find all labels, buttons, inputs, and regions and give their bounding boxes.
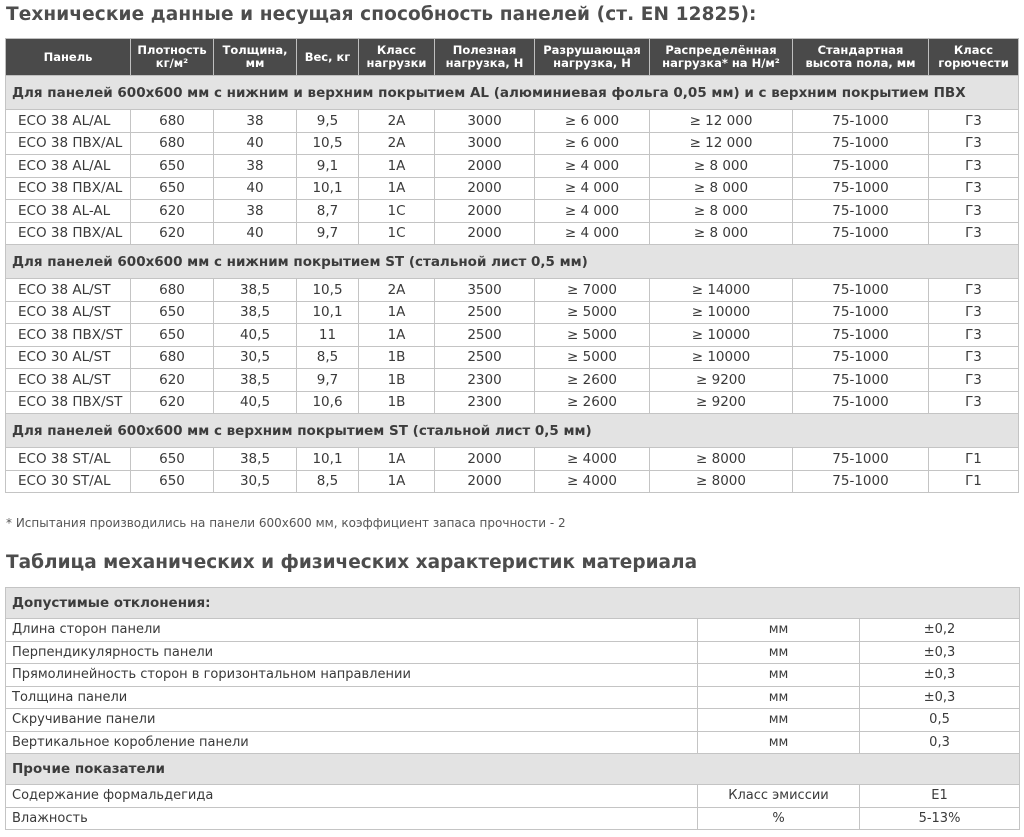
value-cell: ±0,3 — [860, 664, 1020, 687]
table-cell: Г3 — [929, 324, 1019, 347]
panel-name-cell: ECO 38 ПВХ/AL — [6, 222, 131, 245]
panel-name-cell: ECO 38 AL/ST — [6, 369, 131, 392]
group-title: Для панелей 600х600 мм с нижним и верхним покрытием AL (алюминиевая фольга 0,05 мм) и с верхним покрытием ПВХ — [6, 76, 1019, 110]
table-cell: 1A — [359, 301, 435, 324]
value-cell: ±0,2 — [860, 619, 1020, 642]
table-cell: 75-1000 — [793, 132, 929, 155]
table-cell: ≥ 5000 — [535, 346, 650, 369]
group-title: Допустимые отклонения: — [6, 588, 1020, 619]
table-cell: Г3 — [929, 391, 1019, 414]
unit-cell: мм — [698, 664, 860, 687]
spec-table — [5, 38, 1019, 493]
table-cell: 11 — [297, 324, 359, 347]
table-cell: 2300 — [435, 391, 535, 414]
table-cell: Г1 — [929, 448, 1019, 471]
table-cell: 1C — [359, 222, 435, 245]
unit-cell: мм — [698, 641, 860, 664]
column-header: Вес, кг — [297, 39, 359, 76]
table-cell: 9,5 — [297, 110, 359, 133]
table-cell: ≥ 10000 — [650, 301, 793, 324]
material-title: Таблица механических и физических характеристик материала — [6, 552, 698, 573]
table-cell: ≥ 4 000 — [535, 222, 650, 245]
table-cell: 38 — [214, 155, 297, 178]
table-cell: 75-1000 — [793, 110, 929, 133]
table-cell: 8,7 — [297, 200, 359, 223]
table-cell: 1B — [359, 346, 435, 369]
property-name: Влажность — [6, 807, 698, 830]
table-cell: 3000 — [435, 132, 535, 155]
table-cell: 40 — [214, 222, 297, 245]
table-cell: 8,5 — [297, 470, 359, 493]
table-cell: 75-1000 — [793, 470, 929, 493]
table-cell: ≥ 8 000 — [650, 177, 793, 200]
table-cell: 75-1000 — [793, 301, 929, 324]
table-cell: ≥ 4000 — [535, 470, 650, 493]
column-header: Стандартная высота пола, мм — [793, 39, 929, 76]
table-cell: 2A — [359, 279, 435, 302]
table-cell: Г3 — [929, 155, 1019, 178]
table-cell: ≥ 4000 — [535, 448, 650, 471]
table-cell: 75-1000 — [793, 391, 929, 414]
table-cell: Г3 — [929, 346, 1019, 369]
table-cell: 75-1000 — [793, 346, 929, 369]
table-cell: 650 — [131, 177, 214, 200]
table-cell: 650 — [131, 301, 214, 324]
unit-cell: мм — [698, 619, 860, 642]
table-cell: 2000 — [435, 222, 535, 245]
table-cell: ≥ 4 000 — [535, 155, 650, 178]
table-cell: 1A — [359, 448, 435, 471]
table-cell: ≥ 5000 — [535, 324, 650, 347]
table-cell: 40 — [214, 132, 297, 155]
table-cell: 10,1 — [297, 301, 359, 324]
column-header: Распределённая нагрузка* на Н/м² — [650, 39, 793, 76]
table-row — [6, 301, 1019, 324]
panel-name-cell: ECO 30 ST/AL — [6, 470, 131, 493]
table-cell: 30,5 — [214, 470, 297, 493]
value-cell: E1 — [860, 785, 1020, 808]
table-cell: ≥ 10000 — [650, 346, 793, 369]
table-cell: 38,5 — [214, 448, 297, 471]
table-cell: Г3 — [929, 301, 1019, 324]
table-cell: 10,6 — [297, 391, 359, 414]
column-header: Плотность кг/м² — [131, 39, 214, 76]
table-cell: 680 — [131, 279, 214, 302]
group-row — [6, 414, 1019, 448]
panel-name-cell: ECO 38 AL/ST — [6, 301, 131, 324]
table-cell: 2500 — [435, 301, 535, 324]
property-name: Содержание формальдегида — [6, 785, 698, 808]
table-cell: 8,5 — [297, 346, 359, 369]
table-cell: 38,5 — [214, 279, 297, 302]
table-cell: 650 — [131, 470, 214, 493]
column-header: Панель — [6, 39, 131, 76]
property-name: Прямолинейность сторон в горизонтальном направлении — [6, 664, 698, 687]
table-cell: 10,5 — [297, 132, 359, 155]
table-cell: Г3 — [929, 279, 1019, 302]
table-cell: 680 — [131, 132, 214, 155]
group-title: Для панелей 600х600 мм с нижним покрытием ST (стальной лист 0,5 мм) — [6, 245, 1019, 279]
table-row — [6, 448, 1019, 471]
value-cell: ±0,3 — [860, 686, 1020, 709]
panel-name-cell: ECO 38 ПВХ/ST — [6, 324, 131, 347]
spec-header-row — [6, 39, 1019, 76]
table-row — [6, 807, 1020, 830]
table-cell: ≥ 5000 — [535, 301, 650, 324]
table-cell: 40,5 — [214, 324, 297, 347]
group-row — [6, 588, 1020, 619]
value-cell: 5-13% — [860, 807, 1020, 830]
table-cell: 38,5 — [214, 301, 297, 324]
table-cell: Г3 — [929, 200, 1019, 223]
table-cell: ≥ 4 000 — [535, 200, 650, 223]
table-row — [6, 709, 1020, 732]
table-row — [6, 664, 1020, 687]
panel-name-cell: ECO 38 ПВХ/AL — [6, 132, 131, 155]
table-cell: 75-1000 — [793, 222, 929, 245]
table-cell: 2500 — [435, 324, 535, 347]
table-cell: 75-1000 — [793, 200, 929, 223]
spec-title: Технические данные и несущая способность панелей (ст. EN 12825): — [6, 4, 757, 25]
group-row — [6, 76, 1019, 110]
table-row — [6, 470, 1019, 493]
table-row — [6, 346, 1019, 369]
panel-name-cell: ECO 38 AL/AL — [6, 155, 131, 178]
table-cell: 620 — [131, 222, 214, 245]
property-name: Толщина панели — [6, 686, 698, 709]
unit-cell: мм — [698, 686, 860, 709]
table-cell: 2A — [359, 110, 435, 133]
unit-cell: % — [698, 807, 860, 830]
group-row — [6, 754, 1020, 785]
panel-name-cell: ECO 38 AL/AL — [6, 110, 131, 133]
table-cell: ≥ 2600 — [535, 391, 650, 414]
table-cell: 2300 — [435, 369, 535, 392]
table-cell: Г3 — [929, 369, 1019, 392]
table-cell: 2000 — [435, 470, 535, 493]
column-header: Толщина, мм — [214, 39, 297, 76]
column-header: Полезная нагрузка, Н — [435, 39, 535, 76]
table-cell: 1A — [359, 470, 435, 493]
table-cell: 3000 — [435, 110, 535, 133]
column-header: Разрушающая нагрузка, Н — [535, 39, 650, 76]
table-cell: 30,5 — [214, 346, 297, 369]
table-cell: 75-1000 — [793, 155, 929, 178]
table-cell: ≥ 8 000 — [650, 155, 793, 178]
property-name: Длина сторон панели — [6, 619, 698, 642]
table-cell: 38,5 — [214, 369, 297, 392]
group-title: Для панелей 600х600 мм с верхним покрытием ST (стальной лист 0,5 мм) — [6, 414, 1019, 448]
table-row — [6, 279, 1019, 302]
table-row — [6, 369, 1019, 392]
table-cell: 9,1 — [297, 155, 359, 178]
table-cell: ≥ 6 000 — [535, 132, 650, 155]
table-cell: 1A — [359, 324, 435, 347]
table-cell: ≥ 9200 — [650, 369, 793, 392]
table-cell: Г1 — [929, 470, 1019, 493]
table-cell: 10,1 — [297, 177, 359, 200]
column-header: Класс нагрузки — [359, 39, 435, 76]
table-cell: ≥ 8000 — [650, 448, 793, 471]
table-cell: 40 — [214, 177, 297, 200]
property-name: Вертикальное коробление панели — [6, 731, 698, 754]
table-cell: 620 — [131, 369, 214, 392]
group-row — [6, 245, 1019, 279]
table-cell: 1B — [359, 391, 435, 414]
value-cell: ±0,3 — [860, 641, 1020, 664]
table-row — [6, 222, 1019, 245]
unit-cell: мм — [698, 709, 860, 732]
table-cell: 75-1000 — [793, 448, 929, 471]
table-cell: 10,5 — [297, 279, 359, 302]
table-cell: 650 — [131, 448, 214, 471]
table-row — [6, 155, 1019, 178]
table-cell: ≥ 8 000 — [650, 222, 793, 245]
table-cell: Г3 — [929, 132, 1019, 155]
table-cell: 620 — [131, 391, 214, 414]
table-cell: ≥ 9200 — [650, 391, 793, 414]
table-row — [6, 110, 1019, 133]
unit-cell: мм — [698, 731, 860, 754]
table-row — [6, 132, 1019, 155]
table-cell: ≥ 12 000 — [650, 110, 793, 133]
table-cell: Г3 — [929, 222, 1019, 245]
footnote: * Испытания производились на панели 600х600 мм, коэффициент запаса прочности - 2 — [6, 516, 566, 530]
table-cell: ≥ 4 000 — [535, 177, 650, 200]
table-cell: ≥ 6 000 — [535, 110, 650, 133]
table-cell: 75-1000 — [793, 279, 929, 302]
table-cell: 3500 — [435, 279, 535, 302]
table-row — [6, 686, 1020, 709]
table-cell: 1A — [359, 177, 435, 200]
table-cell: ≥ 12 000 — [650, 132, 793, 155]
table-cell: 2A — [359, 132, 435, 155]
table-cell: ≥ 7000 — [535, 279, 650, 302]
table-cell: 10,1 — [297, 448, 359, 471]
table-cell: 2500 — [435, 346, 535, 369]
group-title: Прочие показатели — [6, 754, 1020, 785]
table-cell: 680 — [131, 110, 214, 133]
table-cell: 38 — [214, 200, 297, 223]
panel-name-cell: ECO 38 ПВХ/ST — [6, 391, 131, 414]
table-row — [6, 785, 1020, 808]
table-cell: 9,7 — [297, 369, 359, 392]
table-cell: ≥ 8 000 — [650, 200, 793, 223]
value-cell: 0,3 — [860, 731, 1020, 754]
table-cell: 650 — [131, 155, 214, 178]
property-name: Перпендикулярность панели — [6, 641, 698, 664]
table-cell: 9,7 — [297, 222, 359, 245]
table-row — [6, 324, 1019, 347]
table-cell: 1C — [359, 200, 435, 223]
table-cell: 620 — [131, 200, 214, 223]
table-row — [6, 731, 1020, 754]
material-table — [5, 587, 1020, 830]
table-row — [6, 641, 1020, 664]
table-cell: Г3 — [929, 110, 1019, 133]
table-cell: 2000 — [435, 177, 535, 200]
table-cell: 1B — [359, 369, 435, 392]
value-cell: 0,5 — [860, 709, 1020, 732]
table-row — [6, 177, 1019, 200]
table-cell: 75-1000 — [793, 369, 929, 392]
table-cell: ≥ 2600 — [535, 369, 650, 392]
table-cell: 2000 — [435, 155, 535, 178]
table-row — [6, 391, 1019, 414]
property-name: Скручивание панели — [6, 709, 698, 732]
table-row — [6, 619, 1020, 642]
table-cell: 38 — [214, 110, 297, 133]
panel-name-cell: ECO 38 AL/ST — [6, 279, 131, 302]
table-cell: 40,5 — [214, 391, 297, 414]
panel-name-cell: ECO 38 AL-AL — [6, 200, 131, 223]
table-cell: 1A — [359, 155, 435, 178]
unit-cell: Класс эмиссии — [698, 785, 860, 808]
table-cell: Г3 — [929, 177, 1019, 200]
panel-name-cell: ECO 38 ПВХ/AL — [6, 177, 131, 200]
table-cell: 2000 — [435, 200, 535, 223]
table-cell: ≥ 8000 — [650, 470, 793, 493]
panel-name-cell: ECO 38 ST/AL — [6, 448, 131, 471]
table-cell: 680 — [131, 346, 214, 369]
table-cell: ≥ 14000 — [650, 279, 793, 302]
table-cell: 75-1000 — [793, 324, 929, 347]
table-cell: ≥ 10000 — [650, 324, 793, 347]
panel-name-cell: ECO 30 AL/ST — [6, 346, 131, 369]
table-cell: 650 — [131, 324, 214, 347]
table-row — [6, 200, 1019, 223]
column-header: Класс горючести — [929, 39, 1019, 76]
table-cell: 2000 — [435, 448, 535, 471]
table-cell: 75-1000 — [793, 177, 929, 200]
